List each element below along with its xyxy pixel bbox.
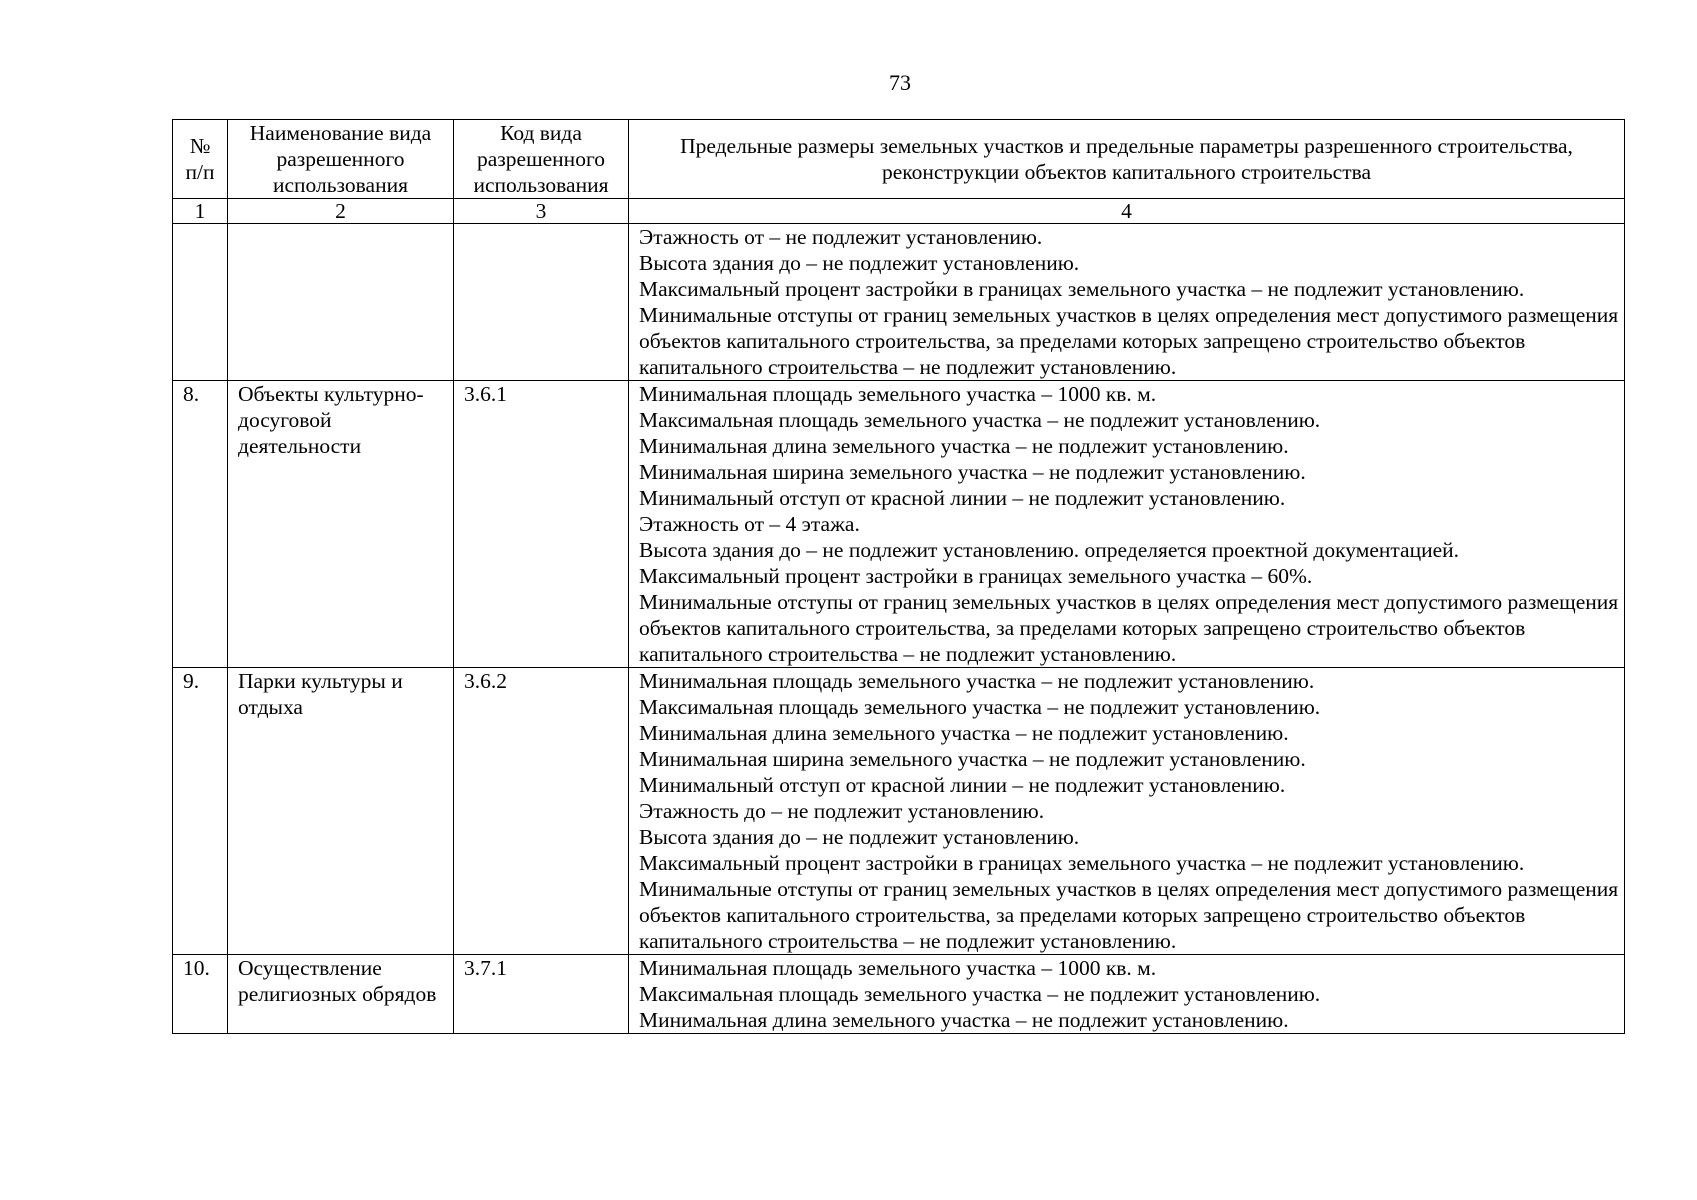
use-name: Объекты культурно-досуговой деятельности: [238, 382, 424, 458]
parameter-line: Этажность от – 4 этажа.: [639, 512, 860, 536]
column-number: 1: [173, 199, 228, 224]
parameters-cell: [629, 955, 1625, 1034]
use-name-cell: [228, 381, 454, 668]
parameters-cell: [629, 224, 1625, 381]
use-code: 3.6.2: [464, 669, 507, 693]
use-code-cell: [454, 381, 629, 668]
table-row: [173, 668, 1625, 955]
table-body: [173, 224, 1625, 1034]
use-name-cell: [228, 955, 454, 1034]
use-code: 3.6.1: [464, 382, 507, 406]
parameter-line: Этажность до – не подлежит установлению.: [639, 799, 1045, 823]
parameter-line: Минимальная длина земельного участка – не подлежит установлению.: [639, 721, 1289, 745]
use-name: Парки культуры и отдыха: [238, 669, 403, 719]
parameter-line: Минимальный отступ от красной линии – не подлежит установлению.: [639, 486, 1286, 510]
parameter-line: Высота здания до – не подлежит установлению.: [639, 251, 1080, 275]
header-number: № п/п: [173, 120, 228, 199]
row-number-cell: [173, 955, 228, 1034]
parameter-line: Этажность от – не подлежит установлению.: [639, 225, 1043, 249]
parameter-line: Максимальный процент застройки в границах земельного участка – не подлежит установлению.: [639, 277, 1525, 301]
column-number: 2: [228, 199, 454, 224]
table-header: [173, 120, 1625, 224]
use-code-cell: [454, 668, 629, 955]
parameter-line: Минимальная ширина земельного участка – не подлежит установлению.: [639, 460, 1306, 484]
use-name: Осуществление религиозных обрядов: [238, 956, 437, 1006]
use-name-cell: [228, 668, 454, 955]
column-number-row: [173, 199, 1625, 224]
parameter-line: Максимальная площадь земельного участка – не подлежит установлению.: [639, 408, 1321, 432]
header-parameters: Предельные размеры земельных участков и предельные параметры разрешенного строительства, реконструкции объектов капитального строительства: [629, 120, 1625, 199]
parameters-cell: [629, 381, 1625, 668]
parameter-line: Минимальные отступы от границ земельных участков в целях определения мест допустимого размещения объектов капитального строительства, за пределами которых запрещено строительство объектов капитального строительства – не подлежит установлению.: [639, 303, 1619, 379]
header-use-name: Наименование вида разрешенного использования: [228, 120, 454, 199]
header-use-code: Код вида разрешенного использования: [454, 120, 629, 199]
parameter-line: Минимальная площадь земельного участка – 1000 кв. м.: [639, 382, 1157, 406]
parameter-line: Минимальные отступы от границ земельных участков в целях определения мест допустимого размещения объектов капитального строительства, за пределами которых запрещено строительство объектов капитального строительства – не подлежит установлению.: [639, 590, 1619, 666]
use-code-cell: [454, 955, 629, 1034]
table-row: [173, 224, 1625, 381]
table-row: [173, 955, 1625, 1034]
parameter-line: Максимальный процент застройки в границах земельного участка – 60%.: [639, 564, 1313, 588]
column-number: 4: [629, 199, 1625, 224]
parameter-line: Максимальный процент застройки в границах земельного участка – не подлежит установлению.: [639, 851, 1525, 875]
row-number-cell: [173, 224, 228, 381]
parameter-line: Высота здания до – не подлежит установлению. определяется проектной документацией.: [639, 538, 1460, 562]
parameter-line: Минимальный отступ от красной линии – не подлежит установлению.: [639, 773, 1286, 797]
parameter-line: Минимальная длина земельного участка – не подлежит установлению.: [639, 434, 1289, 458]
permitted-use-parameters-table: [172, 119, 1625, 1034]
table-row: [173, 381, 1625, 668]
row-number-cell: [173, 668, 228, 955]
parameter-line: Минимальная площадь земельного участка – 1000 кв. м.: [639, 956, 1157, 980]
use-code-cell: [454, 224, 629, 381]
row-number: 8.: [183, 382, 200, 406]
header-row: [173, 120, 1625, 199]
row-number: 10.: [183, 956, 210, 980]
parameters-cell: [629, 668, 1625, 955]
parameter-line: Минимальная ширина земельного участка – не подлежит установлению.: [639, 747, 1306, 771]
parameter-line: Минимальные отступы от границ земельных участков в целях определения мест допустимого размещения объектов капитального строительства, за пределами которых запрещено строительство объектов капитального строительства – не подлежит установлению.: [639, 877, 1619, 953]
parameter-line: Минимальная длина земельного участка – не подлежит установлению.: [639, 1008, 1289, 1032]
use-code: 3.7.1: [464, 956, 507, 980]
row-number-cell: [173, 381, 228, 668]
column-number: 3: [454, 199, 629, 224]
use-name-cell: [228, 224, 454, 381]
parameter-line: Максимальная площадь земельного участка – не подлежит установлению.: [639, 695, 1321, 719]
parameter-line: Минимальная площадь земельного участка – не подлежит установлению.: [639, 669, 1315, 693]
page-number: 73: [889, 70, 911, 95]
parameter-line: Максимальная площадь земельного участка – не подлежит установлению.: [639, 982, 1321, 1006]
parameter-line: Высота здания до – не подлежит установлению.: [639, 825, 1080, 849]
row-number: 9.: [183, 669, 200, 693]
